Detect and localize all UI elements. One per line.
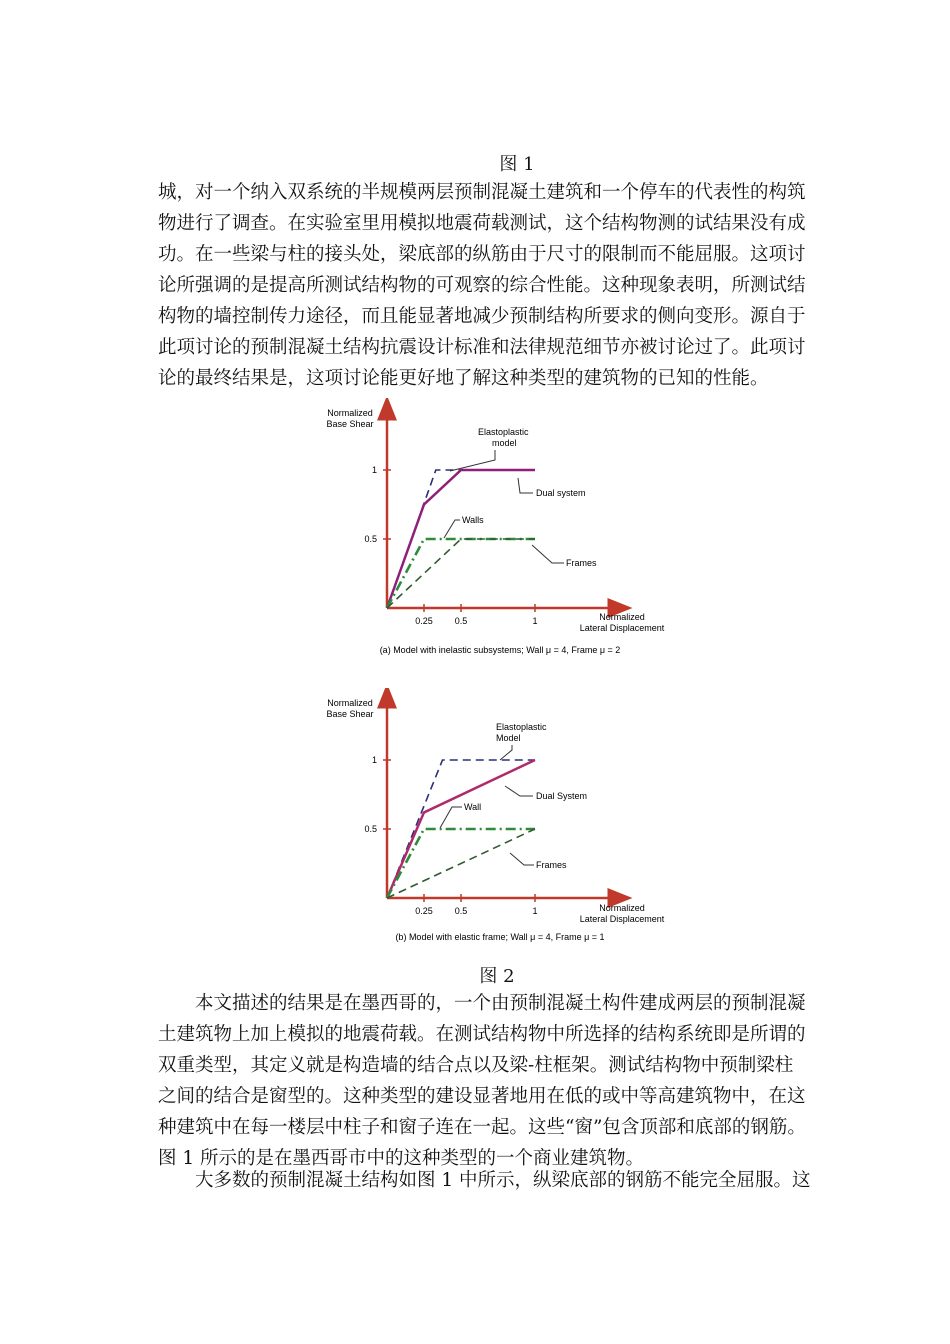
annotation-frames (510, 853, 567, 870)
series-line-frames (387, 829, 535, 898)
svg-text:Wall: Wall (464, 802, 482, 812)
text-line: 图 1 所示的是在墨西哥市中的这种类型的一个商业建筑物。 (158, 1148, 645, 1169)
svg-text:Elastoplastic: Elastoplastic (496, 722, 547, 732)
annotation-frames (532, 545, 597, 568)
x-tick-label: 1 (532, 906, 538, 916)
paragraph-3 (158, 1165, 838, 1196)
x-axis-title-line: Lateral Displacement (579, 914, 665, 924)
text-line: 此项讨论的预制混凝土结构抗震设计标准和法律规范细节亦被讨论过了。此项讨 (158, 337, 806, 358)
annotation-elastoplastic (450, 427, 529, 471)
annotation-dual-system (518, 478, 586, 498)
annotation-dual-system (505, 786, 587, 801)
y-tick-label: 0.5 (364, 824, 377, 834)
text-line: 大多数的预制混凝土结构如图 1 中所示，纵梁底部的钢筋不能完全屈服。这 (158, 1170, 811, 1191)
chart-a (300, 398, 690, 663)
series-group (387, 760, 535, 898)
svg-text:Frames: Frames (536, 860, 567, 870)
text-line: 土建筑物上加上模拟的地震荷载。在测试结构物中所选择的结构系统即是所谓的 (158, 1024, 806, 1045)
text-line: 本文描述的结果是在墨西哥的，一个由预制混凝土构件建成两层的预制混凝 (158, 993, 806, 1014)
paragraph-1 (158, 177, 838, 394)
svg-text:Model: Model (496, 733, 521, 743)
chart-b (300, 688, 690, 948)
y-tick-label: 0.5 (364, 534, 377, 544)
y-tick-label: 1 (371, 465, 377, 475)
text-line: 论所强调的是提高所测试结构物的可观察的综合性能。这种现象表明，所测试结 (158, 275, 806, 296)
chart-caption: (b) Model with elastic frame; Wall μ = 4, Frame μ = 1 (395, 932, 605, 942)
x-tick-label: 1 (532, 616, 538, 626)
x-tick-label: 0.5 (454, 906, 468, 916)
y-axis-title-line: Base Shear (326, 709, 374, 719)
text-line: 之间的结合是窗型的。这种类型的建设显著地用在低的或中等高建筑物中，在这 (158, 1086, 806, 1107)
y-axis-title (326, 408, 373, 429)
chart-caption: (a) Model with inelastic subsystems; Wall μ = 4, Frame μ = 2 (379, 645, 621, 655)
svg-text:model: model (492, 438, 517, 448)
text-line: 种建筑中在每一楼层中柱子和窗子连在一起。这些“窗”包含顶部和底部的钢筋。 (158, 1117, 806, 1138)
x-tick-label: 0.25 (415, 616, 433, 626)
annotation-wall (440, 802, 481, 828)
series-group (387, 470, 535, 608)
svg-text:Dual system: Dual system (536, 488, 586, 498)
y-axis-title-line: Normalized (327, 408, 373, 418)
x-axis-title-line: Normalized (599, 612, 645, 622)
annotation-elastoplastic (496, 722, 547, 760)
y-tick-label: 1 (371, 755, 377, 765)
x-tick-label: 0.25 (415, 906, 433, 916)
x-axis-title (580, 903, 665, 924)
annotation-walls (444, 515, 484, 538)
figure-1-caption: 图 1 (499, 154, 535, 175)
svg-text:Dual System: Dual System (536, 791, 588, 801)
svg-text:Walls: Walls (462, 515, 484, 525)
x-axis-title-line: Lateral Displacement (579, 623, 665, 633)
svg-text:Frames: Frames (566, 558, 597, 568)
text-line: 双重类型，其定义就是构造墙的结合点以及梁-柱框架。测试结构物中预制梁柱 (158, 1055, 794, 1076)
y-axis-title-line: Normalized (327, 698, 373, 708)
text-line: 功。在一些梁与柱的接头处，梁底部的纵筋由于尺寸的限制而不能屈服。这项讨 (158, 244, 806, 265)
x-axis-title-line: Normalized (599, 903, 645, 913)
y-axis-title (326, 698, 373, 719)
text-line: 论的最终结果是，这项讨论能更好地了解这种类型的建筑物的已知的性能。 (158, 368, 769, 389)
paragraph-2 (158, 988, 838, 1174)
text-line: 物进行了调查。在实验室里用模拟地震荷载测试，这个结构物测的试结果没有成 (158, 213, 806, 234)
x-axis-title (580, 612, 665, 633)
text-line: 构物的墙控制传力途径，而且能显著地减少预制结构所要求的侧向变形。源自于 (158, 306, 806, 327)
x-tick-label: 0.5 (454, 616, 468, 626)
y-axis-title-line: Base Shear (326, 419, 374, 429)
figure-2-caption: 图 2 (479, 966, 515, 987)
svg-text:Elastoplastic: Elastoplastic (478, 427, 529, 437)
text-line: 城，对一个纳入双系统的半规模两层预制混凝土建筑和一个停车的代表性的构筑 (158, 182, 806, 203)
